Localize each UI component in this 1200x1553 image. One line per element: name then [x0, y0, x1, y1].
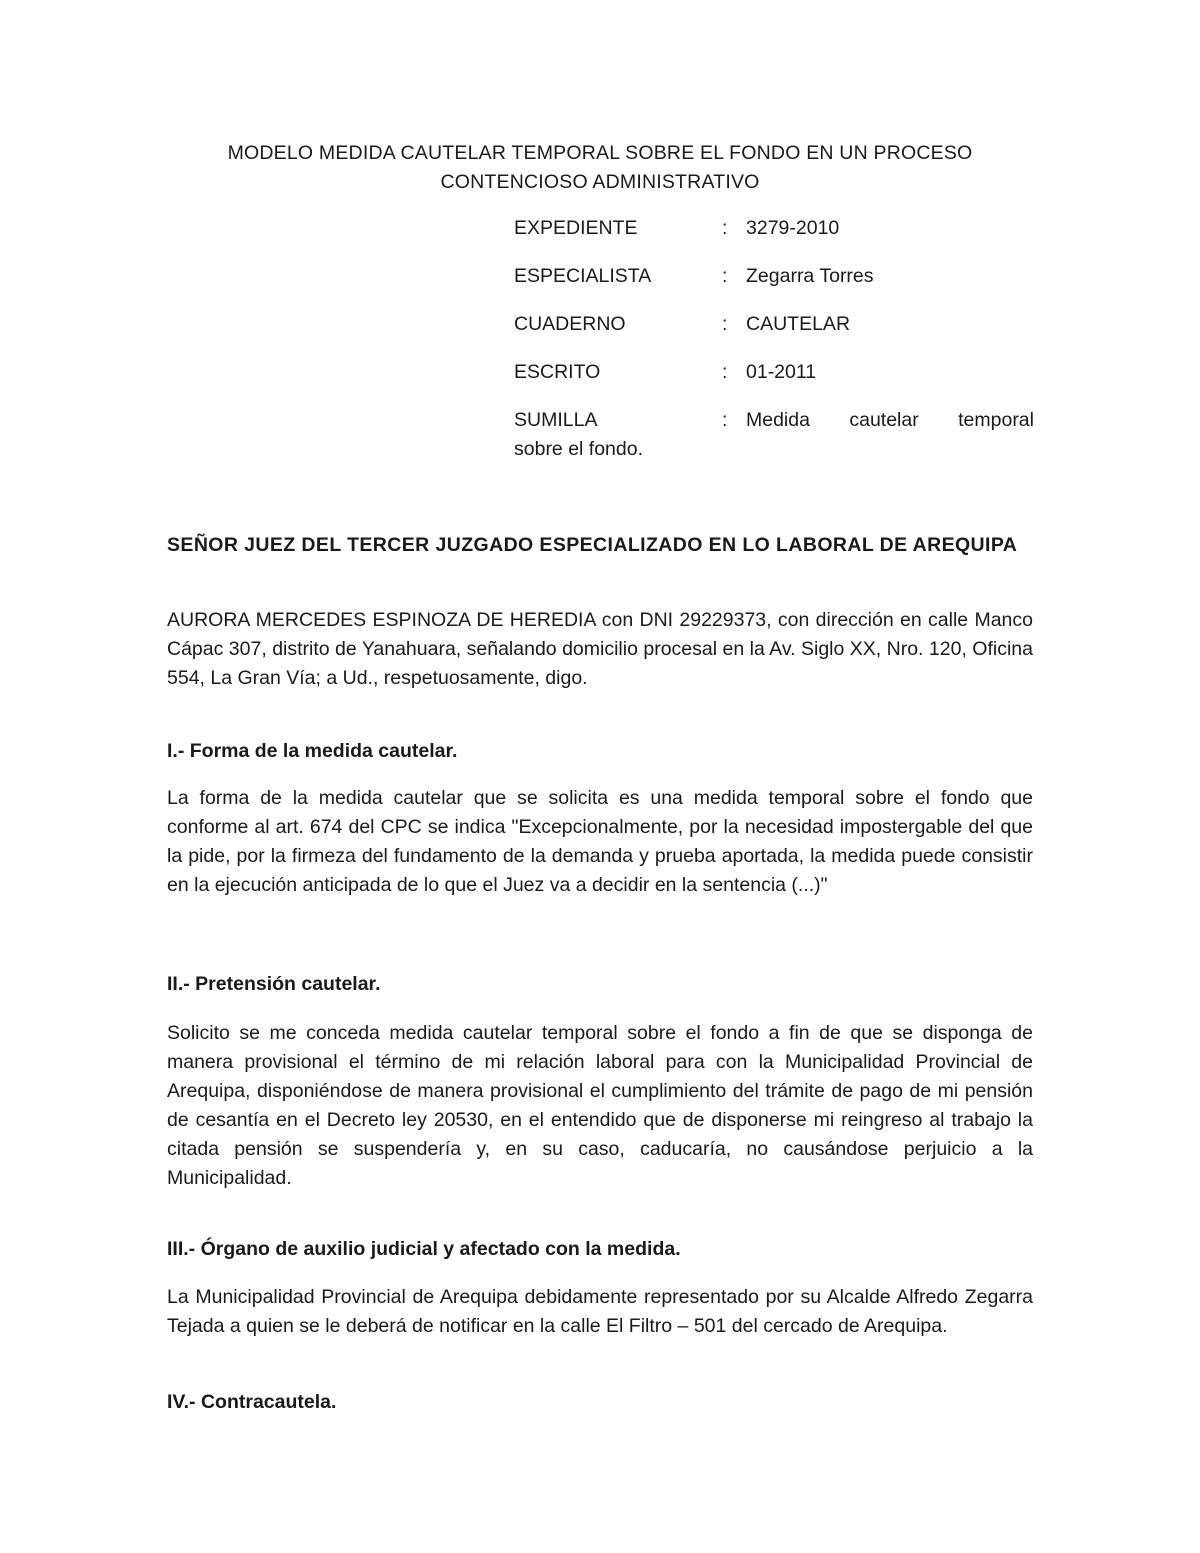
- meta-row-escrito: [514, 358, 1034, 406]
- document-title: [160, 139, 1040, 197]
- case-metadata: [514, 214, 1034, 406]
- title-line-2: CONTENCIOSO ADMINISTRATIVO: [440, 171, 760, 193]
- addressee-heading: SEÑOR JUEZ DEL TERCER JUZGADO ESPECIALIZADO EN LO LABORAL DE AREQUIPA: [167, 534, 1018, 556]
- meta-colon: :: [722, 361, 728, 383]
- sumilla-block: [514, 406, 1034, 464]
- meta-value: 3279-2010: [746, 217, 840, 239]
- section-4-heading: IV.- Contracautela.: [167, 1391, 337, 1413]
- section-2-heading: II.- Pretensión cautelar.: [167, 973, 381, 995]
- title-line-1: MODELO MEDIDA CAUTELAR TEMPORAL SOBRE EL FONDO EN UN PROCESO: [227, 142, 973, 164]
- section-1-heading: I.- Forma de la medida cautelar.: [167, 740, 458, 762]
- sumilla-value-line-2: sobre el fondo.: [514, 438, 644, 460]
- meta-label: ESCRITO: [514, 361, 601, 383]
- meta-value: Zegarra Torres: [746, 265, 874, 287]
- meta-colon: :: [722, 265, 728, 287]
- meta-label: ESPECIALISTA: [514, 265, 652, 287]
- section-3-text: La Municipalidad Provincial de Arequipa debidamente representado por su Alcalde Alfredo Zegarra Tejada a quien se le deberá de notificar en la calle El Filtro – 501 del cercado de Arequipa.: [167, 1286, 1033, 1337]
- meta-row-expediente: [514, 214, 1034, 262]
- meta-value: CAUTELAR: [746, 313, 851, 335]
- meta-colon: :: [722, 217, 728, 239]
- meta-label: EXPEDIENTE: [514, 217, 638, 239]
- meta-value: 01-2011: [746, 361, 817, 383]
- sumilla-label: SUMILLA: [514, 409, 598, 431]
- meta-colon: :: [722, 313, 728, 335]
- meta-row-especialista: [514, 262, 1034, 310]
- sumilla-row: [514, 406, 1034, 435]
- meta-row-cuaderno: [514, 310, 1034, 358]
- intro-paragraph: AURORA MERCEDES ESPINOZA DE HEREDIA con DNI 29229373, con dirección en calle Manco Cápac 307, distrito de Yanahuara, señalando domicilio procesal en la Av. Siglo XX, Nro. 120, Oficina 554, La Gran Vía; a Ud., respetuosamente, digo.: [167, 609, 1033, 689]
- section-2-text: Solicito se me conceda medida cautelar temporal sobre el fondo a fin de que se disponga de manera provisional el término de mi relación laboral para con la Municipalidad Provincial de Arequipa, disponiéndose de manera provisional el cumplimiento del trámite de pago de mi pensión de cesantía en el Decreto ley 20530, en el entendido que de disponerse mi reingreso al trabajo la citada pensión se suspendería y, en su caso, caducaría, no causándose perjuicio a la Municipalidad.: [167, 1022, 1033, 1189]
- sumilla-value-line-1: Medida cautelar temporal: [746, 409, 1034, 431]
- section-1-text: La forma de la medida cautelar que se solicita es una medida temporal sobre el fondo que conforme al art. 674 del CPC se indica "Excepcionalmente, por la necesidad impostergable del que la pide, por la firmeza del fundamento de la demanda y prueba aportada, la medida puede consistir en la ejecución anticipada de lo que el Juez va a decidir en la sentencia (...)": [167, 787, 1033, 896]
- sumilla-colon: :: [722, 409, 728, 431]
- meta-label: CUADERNO: [514, 313, 626, 335]
- section-3-heading: III.- Órgano de auxilio judicial y afectado con la medida.: [167, 1238, 681, 1260]
